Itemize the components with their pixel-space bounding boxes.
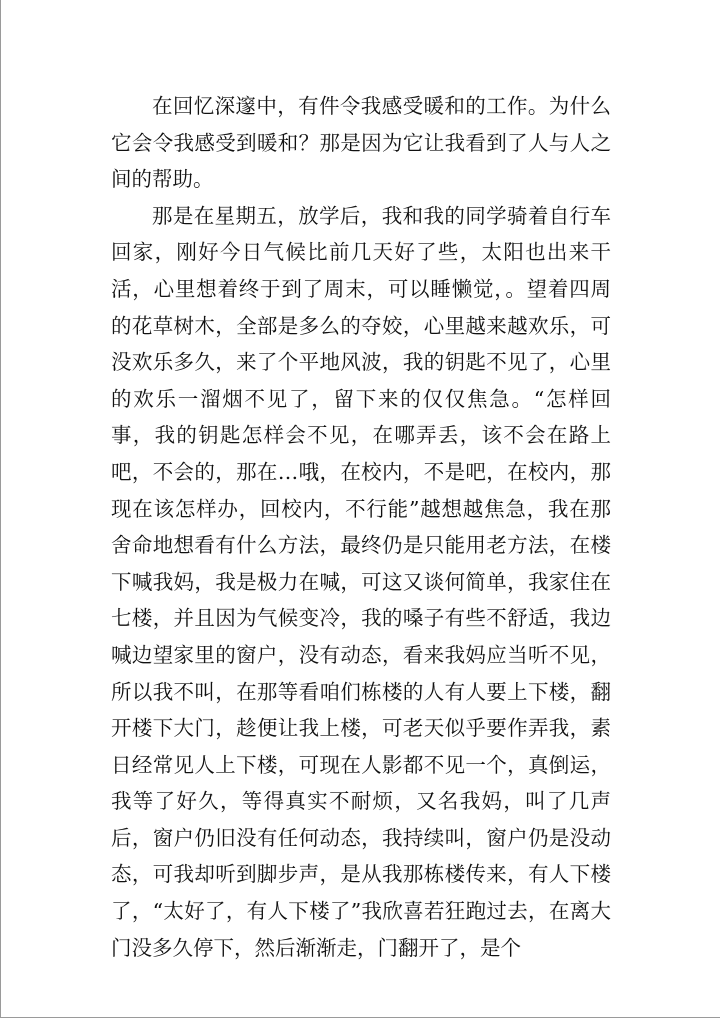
paragraph-2: 那是在星期五，放学后，我和我的同学骑着自行车回家，刚好今日气候比前几天好了些，太阳也出来干活，心里想着终于到了周末，可以睡懒觉，。望着四周的花草树木，全部是多么的夺姣，心里越来越欢乐，可没欢乐多久，来了个平地风波，我的钥匙不见了，心里的欢乐一溜烟不见了，留下来的仅仅焦急。“怎样回事，我的钥匙怎样会不见，在哪弄丢，该不会在路上吧，不会的，那在…哦，在校内，不是吧，在校内，那现在该怎样办，回校内，不行能”越想越焦急，我在那舍命地想看有什么方法，最终仍是只能用老方法，在楼下喊我妈，我是极力在喊，可这又谈何简单，我家住在七楼，并且因为气候变冷，我的嗓子有些不舒适，我边喊边望家里的窗户，没有动态，看来我妈应当听不见，所以我不叫，在那等看咱们栋楼的人有人要上下楼，翻开楼下大门，趁便让我上楼，可老天似乎要作弄我，素日经常见人上下楼，可现在人影都不见一个，真倒运，我等了好久，等得真实不耐烦，又名我妈，叫了几声后，窗户仍旧没有任何动态，我持续叫，窗户仍是没动态，可我却听到脚步声，是从我那栋楼传来，有人下楼了，“太好了，有人下楼了”我欣喜若狂跑过去，在离大门没多久停下，然后渐渐走，门翻开了，是个 (111, 203, 611, 960)
paragraph-1: 在回忆深邃中，有件令我感受暖和的工作。为什么它会令我感受到暖和？那是因为它让我看到了人与人之间的帮助。 (111, 94, 611, 192)
document-body (111, 88, 611, 966)
